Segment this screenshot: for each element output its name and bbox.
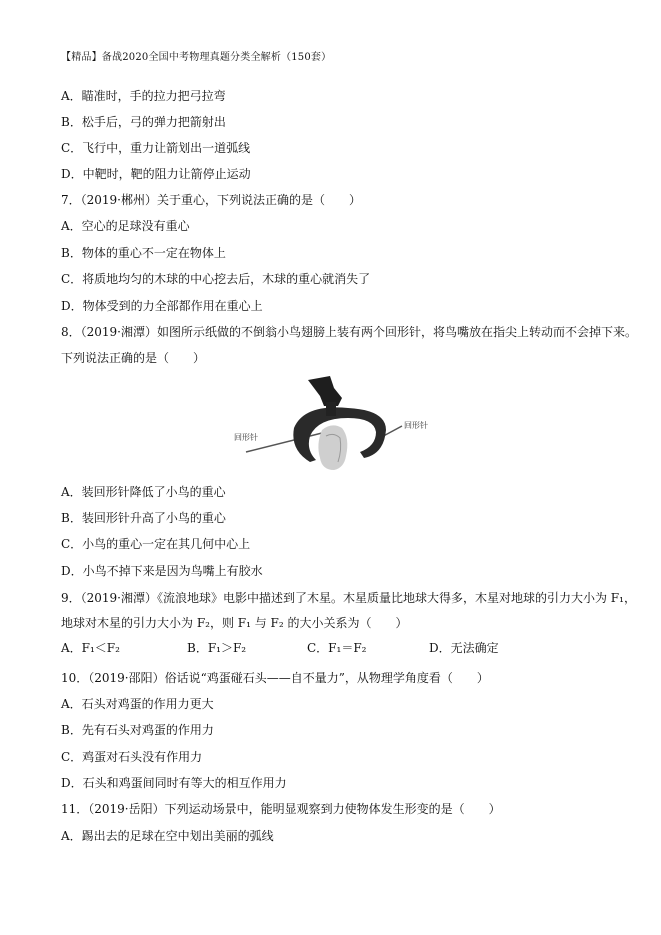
text-line: C．小鸟的重心一定在其几何中心上	[61, 537, 251, 551]
text-line: 地球对木星的引力大小为 F₂，则 F₁ 与 F₂ 的大小关系为（ ）	[61, 616, 408, 630]
paperclip-label-right: 回形针	[404, 421, 428, 430]
text-line: D．中靶时，靶的阻力让箭停止运动	[61, 167, 251, 181]
text-line: D．小鸟不掉下来是因为鸟嘴上有胶水	[61, 564, 263, 578]
text-line: A．装回形针降低了小鸟的重心	[61, 485, 226, 499]
text-line: C．将质地均匀的木球的中心挖去后，木球的重心就消失了	[61, 272, 371, 286]
text-line: 8．（2019·湘潭）如图所示纸做的不倒翁小鸟翅膀上装有两个回形针，将鸟嘴放在指尖上转动而不会掉下来。	[61, 325, 637, 339]
bird-figure	[226, 374, 446, 474]
text-line: 9．（2019·湘潭）《流浪地球》电影中描述到了木星。木星质量比地球大得多，木星对地球的引力大小为 F₁，	[61, 591, 636, 605]
text-line: D．石头和鸡蛋间同时有等大的相互作用力	[61, 776, 287, 790]
q9-option-b: B．F₁＞F₂	[187, 641, 247, 655]
text-line: A．瞄准时，手的拉力把弓拉弯	[61, 89, 226, 103]
text-line: C．鸡蛋对石头没有作用力	[61, 750, 203, 764]
text-line: 11．（2019·岳阳）下列运动场景中，能明显观察到力使物体发生形变的是（ ）	[61, 802, 501, 816]
text-line: B．装回形针升高了小鸟的重心	[61, 511, 226, 525]
document-header: 【精品】备战2020全国中考物理真题分类全解析（150套）	[61, 52, 332, 63]
text-line: 下列说法正确的是（ ）	[61, 351, 206, 365]
q9-option-a: A．F₁＜F₂	[61, 641, 120, 655]
q9-option-c: C．F₁＝F₂	[307, 641, 367, 655]
text-line: A．石头对鸡蛋的作用力更大	[61, 697, 214, 711]
q9-option-d: D．无法确定	[429, 641, 499, 655]
text-line: B．松手后，弓的弹力把箭射出	[61, 115, 226, 129]
paperclip-label-left: 回形针	[234, 433, 258, 442]
text-line: D．物体受到的力全部都作用在重心上	[61, 299, 263, 313]
text-line: A．踢出去的足球在空中划出美丽的弧线	[61, 829, 274, 843]
text-line: 10．（2019·邵阳）俗话说“鸡蛋碰石头——自不量力”，从物理学角度看（ ）	[61, 671, 489, 685]
text-line: A．空心的足球没有重心	[61, 219, 190, 233]
text-line: 7．（2019·郴州）关于重心，下列说法正确的是（ ）	[61, 193, 361, 207]
text-line: C．飞行中，重力让箭划出一道弧线	[61, 141, 251, 155]
text-line: B．物体的重心不一定在物体上	[61, 246, 226, 260]
text-line: B．先有石头对鸡蛋的作用力	[61, 723, 214, 737]
